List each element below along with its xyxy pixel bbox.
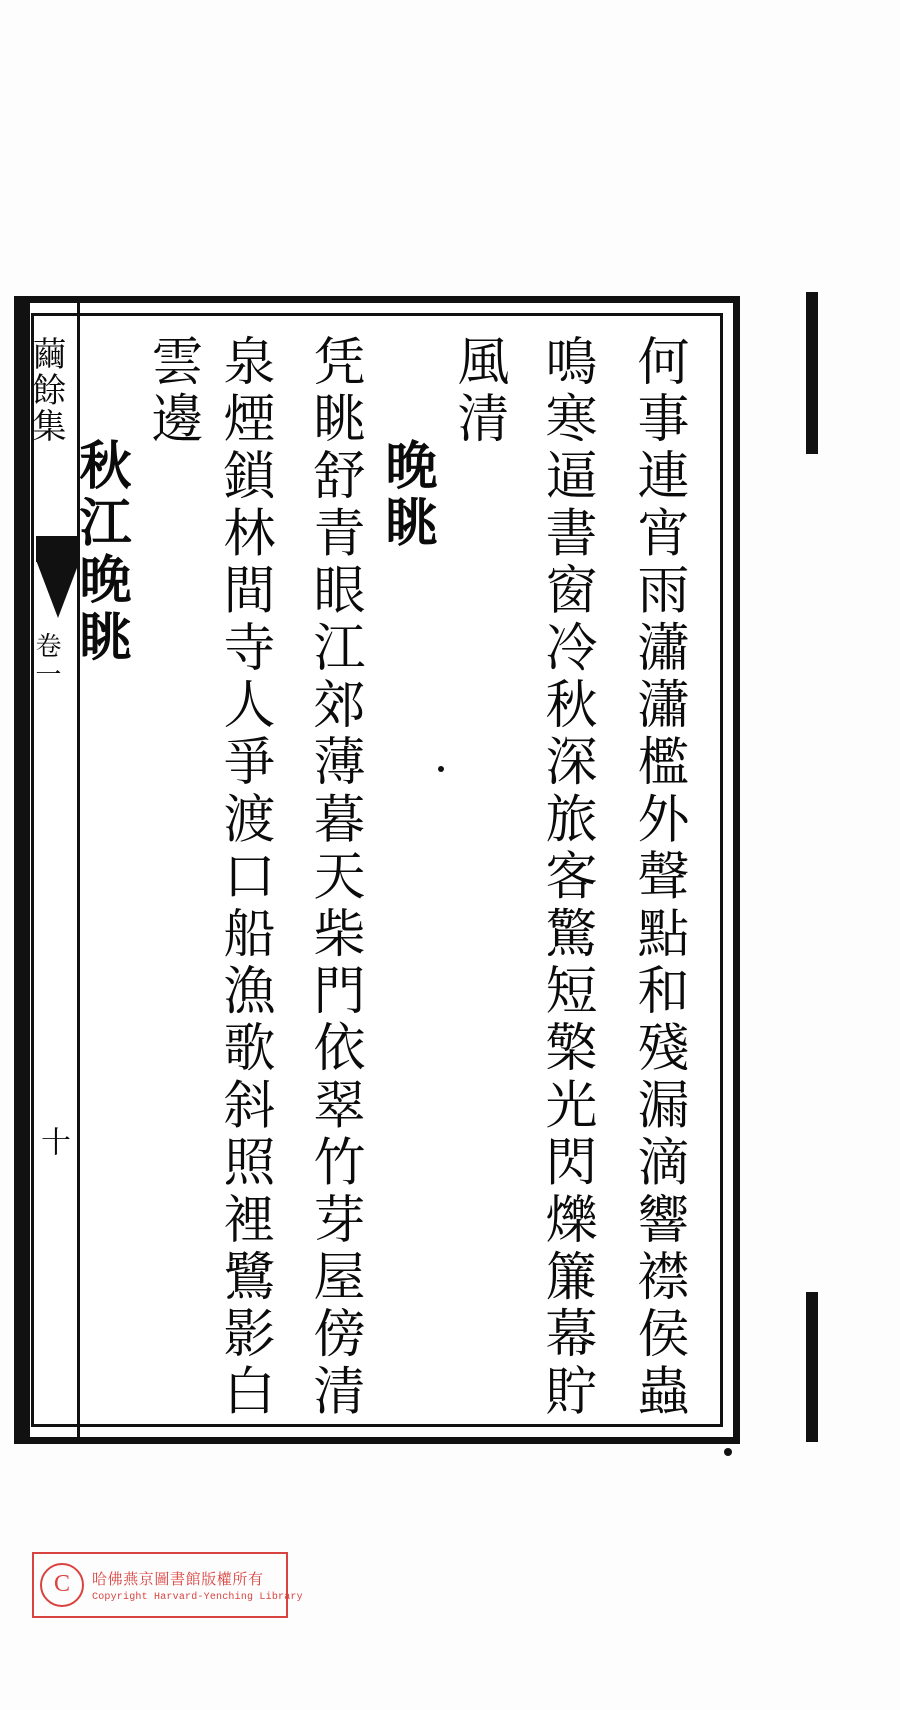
- text-column-7: 雲邊: [142, 334, 202, 449]
- text-column-1: 何事連宵雨瀟瀟檻外聲點和殘漏滴響襟侯蟲: [628, 334, 688, 1421]
- text-column-6: 泉煙鎖林間寺人爭渡口船漁歌斜照裡鷺影白: [214, 334, 274, 1421]
- ink-speck: [438, 766, 444, 772]
- page-edge-mark-top: [806, 292, 818, 454]
- volume-label: 卷一: [31, 632, 61, 690]
- stamp-text-english: Copyright Harvard-Yenching Library: [92, 1591, 303, 1603]
- library-copyright-stamp: [32, 1552, 303, 1618]
- text-column-3: 風清: [448, 334, 508, 449]
- stamp-text-block: [92, 1568, 303, 1603]
- text-column-2: 鳴寒逼書窗冷秋深旅客驚短檠光閃爍簾幕貯: [536, 334, 596, 1421]
- poem-title-2: 秋江晚眺: [70, 438, 131, 667]
- text-column-5: 凭眺舒青眼江郊薄暮天柴門依翠竹芽屋傍清: [304, 334, 364, 1421]
- stamp-text-chinese: 哈佛燕京圖書館版權所有: [92, 1569, 264, 1588]
- page-edge-mark-bottom: [806, 1292, 818, 1442]
- poem-title-1: 晚眺: [376, 438, 437, 553]
- page-number: 十: [35, 1126, 70, 1156]
- ink-speck: [724, 1448, 732, 1456]
- spine-title: 繭餘集: [26, 336, 66, 445]
- copyright-icon: C: [40, 1563, 84, 1607]
